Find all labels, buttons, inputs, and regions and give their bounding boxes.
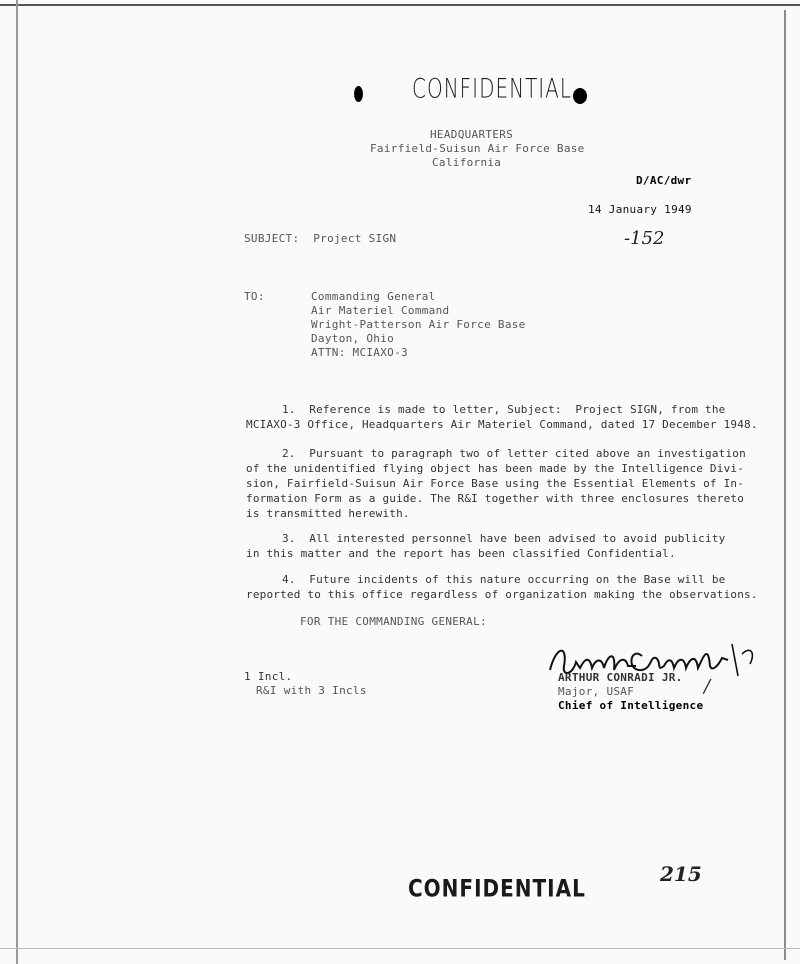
paragraph-2-line-5: is transmitted herewith. bbox=[246, 507, 410, 520]
paragraph-2-line-1: 2. Pursuant to paragraph two of letter cited above an investigation bbox=[282, 447, 746, 460]
scan-edge-right bbox=[784, 10, 786, 960]
scan-edge-bottom bbox=[0, 948, 800, 949]
classification-stamp-top: CONFIDENTIAL bbox=[412, 71, 573, 105]
paragraph-1-line-1: 1. Reference is made to letter, Subject: Project SIGN, from the bbox=[282, 403, 726, 416]
punch-hole-right bbox=[573, 88, 587, 104]
letterhead-line-1: HEADQUARTERS bbox=[430, 128, 514, 141]
enclosure-description: R&I with 3 Incls bbox=[256, 684, 367, 697]
reference-code: D/AC/dwr bbox=[636, 174, 692, 187]
to-label: TO: bbox=[244, 290, 265, 303]
paragraph-4-line-1: 4. Future incidents of this nature occurring on the Base will be bbox=[282, 573, 726, 586]
to-line-3: Wright-Patterson Air Force Base bbox=[311, 318, 526, 331]
enclosure-count: 1 Incl. bbox=[244, 670, 293, 683]
handwritten-mark: / bbox=[704, 676, 711, 697]
paragraph-3-line-2: in this matter and the report has been classified Confidential. bbox=[246, 547, 676, 560]
paragraph-2-line-4: formation Form as a guide. The R&I together with three enclosures thereto bbox=[246, 492, 745, 505]
closing-line: FOR THE COMMANDING GENERAL: bbox=[300, 615, 487, 628]
signer-title: Chief of Intelligence bbox=[558, 699, 704, 712]
handwritten-file-number: -152 bbox=[624, 228, 665, 249]
letterhead-line-2: Fairfield-Suisun Air Force Base bbox=[370, 142, 585, 155]
to-line-4: Dayton, Ohio bbox=[311, 332, 395, 345]
scan-edge-top bbox=[0, 4, 800, 6]
punch-hole-left bbox=[354, 86, 363, 102]
to-line-2: Air Materiel Command bbox=[311, 304, 450, 317]
signer-rank: Major, USAF bbox=[558, 685, 635, 698]
subject-line: SUBJECT: Project SIGN bbox=[244, 232, 397, 245]
handwritten-page-number: 215 bbox=[660, 862, 702, 886]
letterhead-line-3: California bbox=[432, 156, 502, 169]
classification-stamp-bottom: CONFIDENTIAL bbox=[408, 873, 586, 903]
paragraph-4-line-2: reported to this office regardless of organization making the observations. bbox=[246, 588, 758, 601]
scan-edge-left bbox=[16, 0, 18, 964]
paragraph-3-line-1: 3. All interested personnel have been advised to avoid publicity bbox=[282, 532, 726, 545]
paragraph-2-line-3: sion, Fairfield-Suisun Air Force Base using the Essential Elements of In- bbox=[246, 477, 745, 490]
paragraph-2-line-2: of the unidentified flying object has been made by the Intelligence Divi- bbox=[246, 462, 745, 475]
paragraph-1-line-2: MCIAXO-3 Office, Headquarters Air Materiel Command, dated 17 December 1948. bbox=[246, 418, 758, 431]
to-line-1: Commanding General bbox=[311, 290, 436, 303]
letter-date: 14 January 1949 bbox=[588, 203, 692, 216]
signer-name: ARTHUR CONRADI JR. bbox=[558, 671, 683, 684]
to-line-5: ATTN: MCIAXO-3 bbox=[311, 346, 408, 359]
